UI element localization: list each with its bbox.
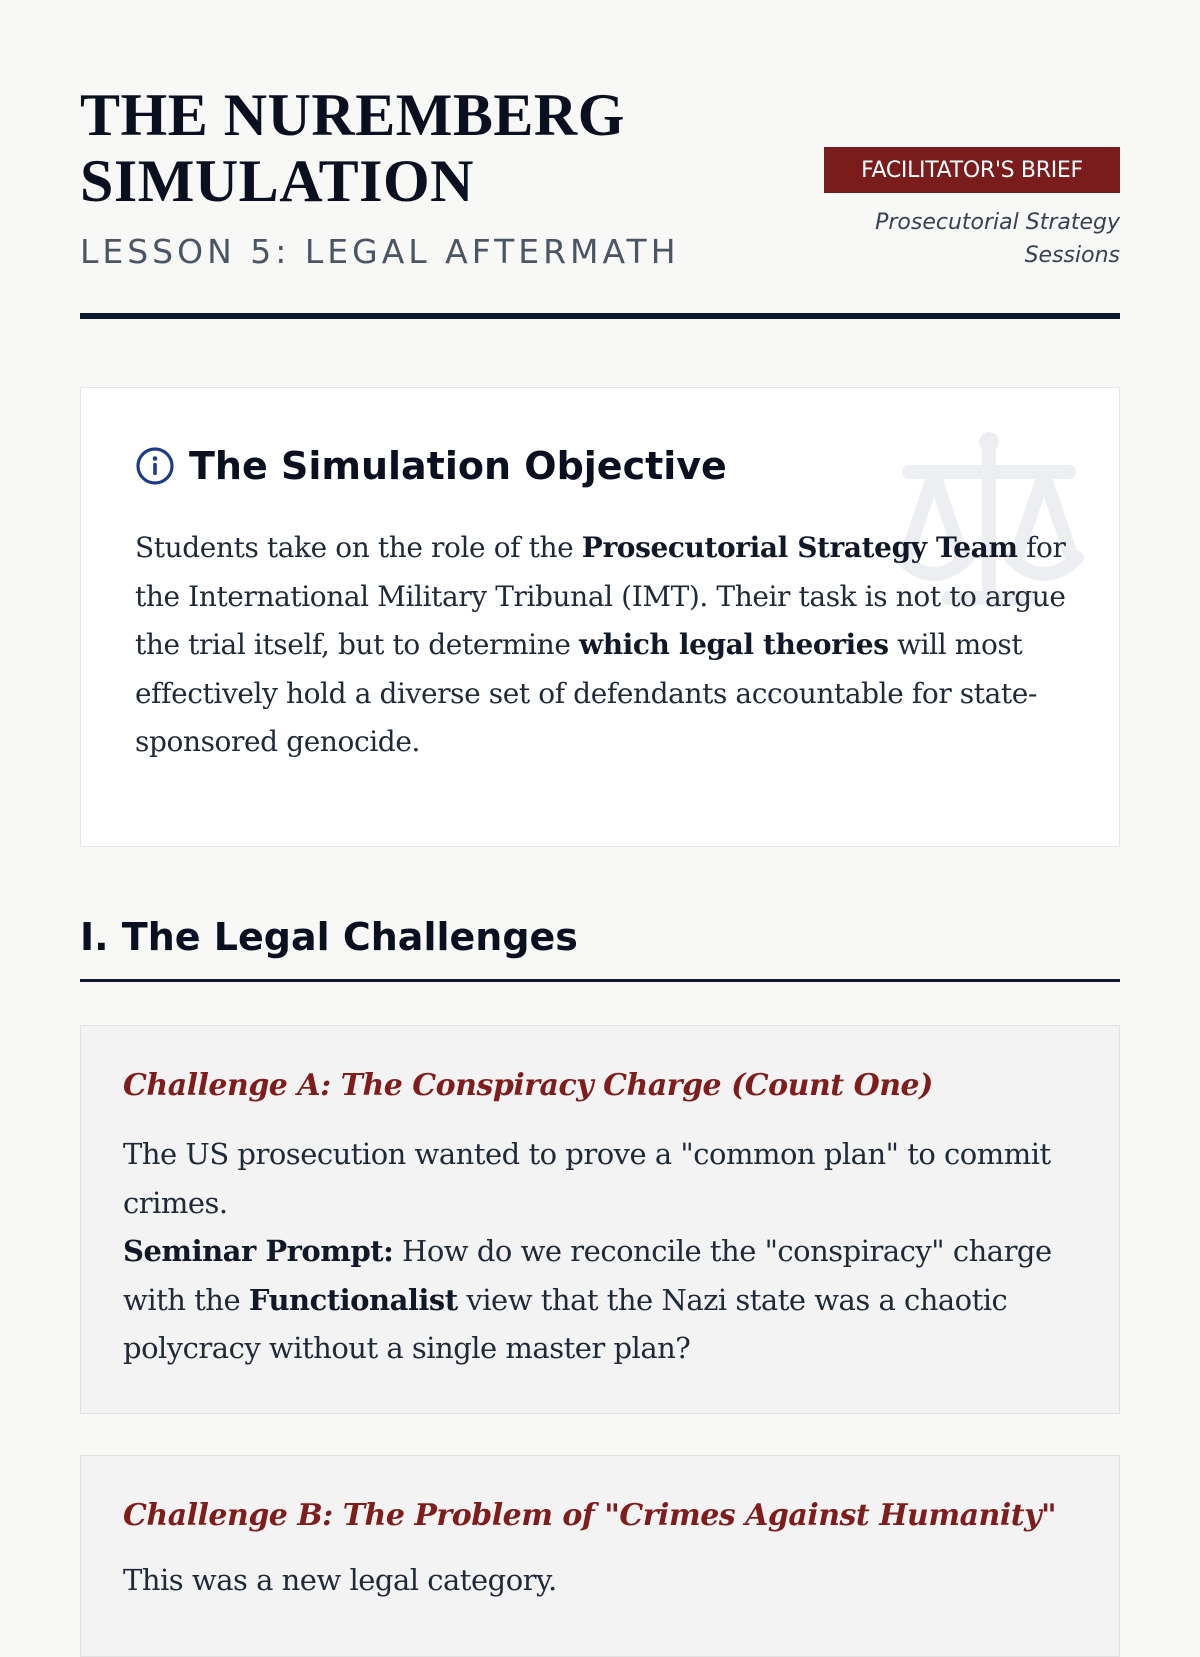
header-divider [80,313,1120,319]
objective-card [80,387,1120,847]
challenge-a-intro: The US prosecution wanted to prove a "common plan" to commit crimes. [123,1137,1051,1220]
objective-text-part-1: Students take on the role of the [135,531,582,564]
challenge-b-body [123,1556,1073,1605]
prompt-bold-functionalist: Functionalist [248,1282,458,1317]
objective-bold-team: Prosecutorial Strategy Team [581,531,1018,564]
objective-text [135,524,1070,767]
page-header [80,82,1120,322]
objective-text-part-3: will most effectively hold a diverse set of defendants accountable for state-sponsored genocide. [135,628,1037,758]
objective-title: The Simulation Objective [189,444,727,488]
challenge-a-body [123,1130,1073,1373]
objective-heading [135,444,727,488]
facilitator-brief-badge: FACILITATOR'S BRIEF [824,147,1120,193]
section-heading: I. The Legal Challenges [80,915,578,959]
page-title-line-1: THE NUREMBERG [80,82,625,148]
challenge-card-a [80,1025,1120,1414]
seminar-prompt-label: Seminar Prompt: [123,1234,394,1268]
badge-subtitle: Prosecutorial Strategy Sessions [875,210,1120,268]
prompt-text-part-2: view that the Nazi state was a chaotic polycracy without a single master plan? [123,1282,1008,1365]
page-title-line-2: SIMULATION [80,148,474,214]
challenge-card-b [80,1455,1120,1657]
info-circle-icon [135,446,175,486]
challenge-a-title: Challenge A: The Conspiracy Charge (Count One) [123,1068,933,1103]
lesson-subtitle: LESSON 5: LEGAL AFTERMATH [80,232,680,271]
challenge-b-title: Challenge B: The Problem of "Crimes Against Humanity" [123,1498,1057,1533]
prompt-text-part-1: How do we reconcile the "conspiracy" charge with the [123,1234,1052,1317]
challenge-a-prompt [123,1227,1073,1373]
objective-bold-theories: which legal theories [579,628,889,661]
challenge-b-intro: This was a new legal category. [123,1563,557,1597]
objective-text-part-2: for the International Military Tribunal (IMT). Their task is not to argue the trial itself, but to determine [135,531,1066,661]
section-divider [80,979,1120,982]
